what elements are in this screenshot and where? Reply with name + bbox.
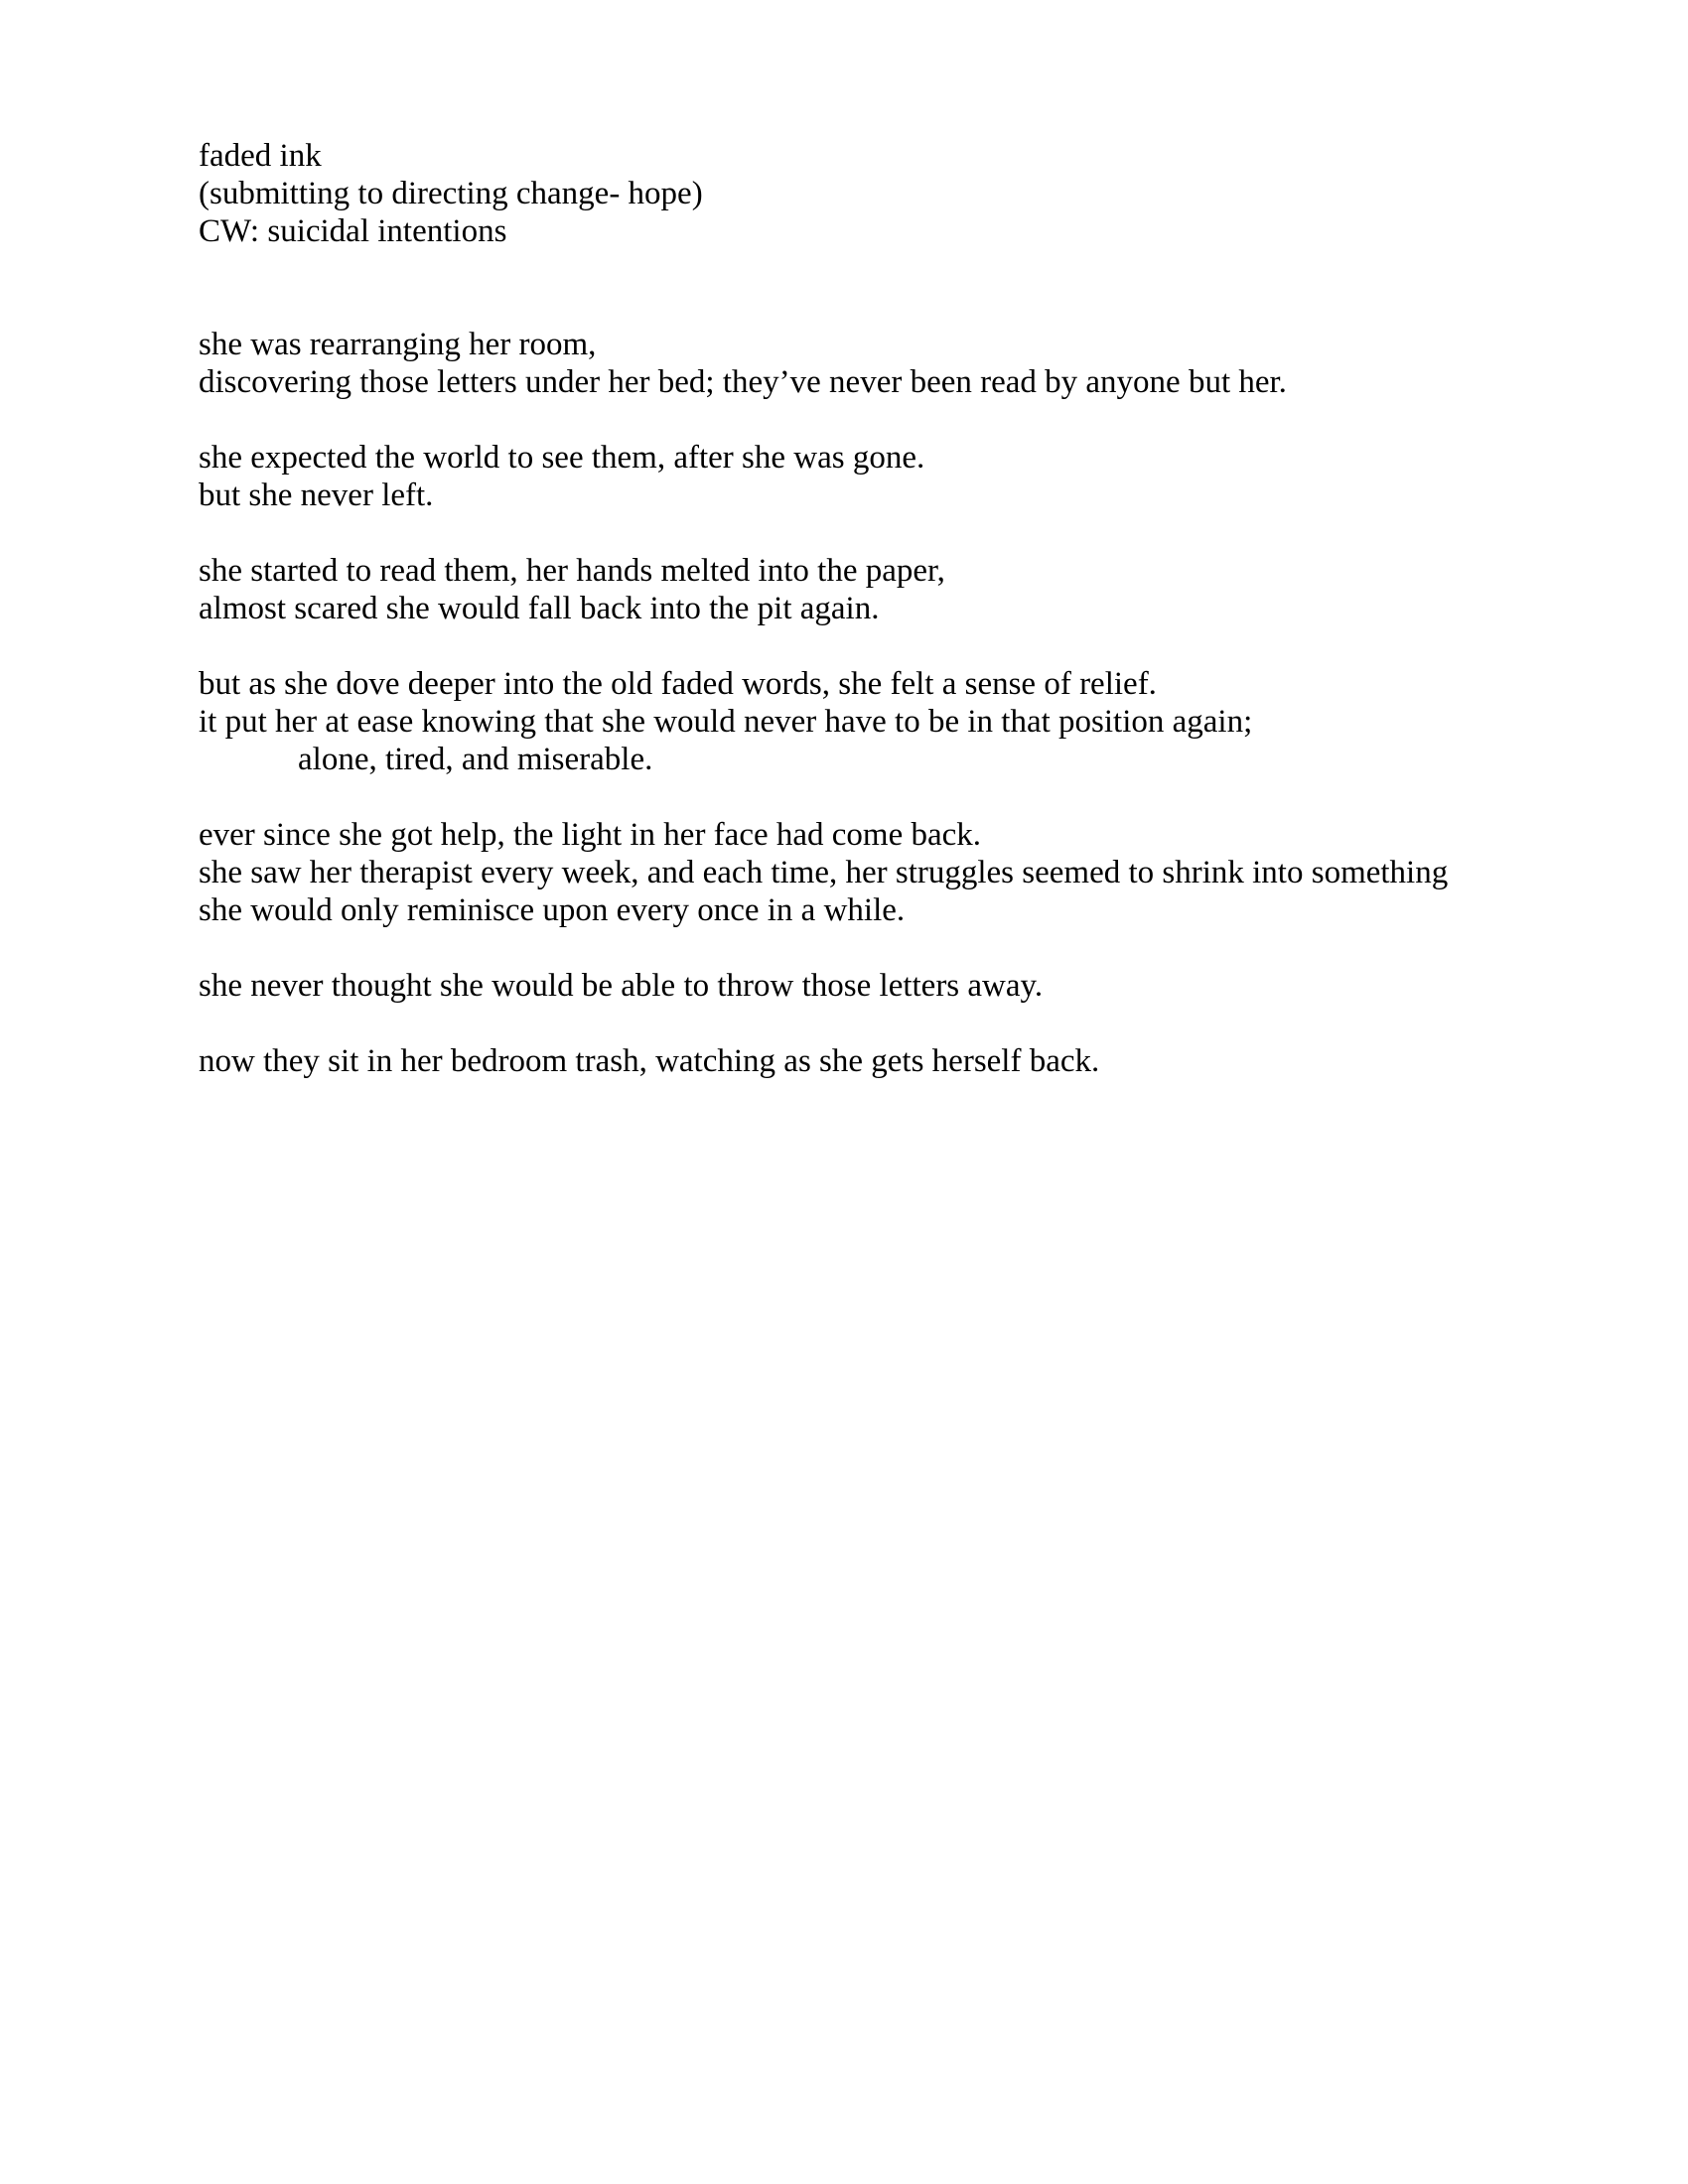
poem-line: almost scared she would fall back into the pit again. (199, 591, 880, 626)
poem-line: ever since she got help, the light in her face had come back. (199, 817, 982, 853)
poem-line: she was rearranging her room, (199, 327, 597, 362)
poem-header (199, 137, 1529, 250)
poem-line: she would only reminisce upon every once in a while. (199, 892, 906, 928)
stanza-4 (199, 665, 1529, 778)
poem-line: it put her at ease knowing that she would never have to be in that position again; (199, 704, 1253, 740)
stanza-7 (199, 1042, 1529, 1080)
poem-title: faded ink (199, 138, 322, 174)
poem-line: but she never left. (199, 478, 434, 513)
poem-line: she never thought she would be able to throw those letters away. (199, 968, 1044, 1004)
poem-line: now they sit in her bedroom trash, watching as she gets herself back. (199, 1043, 1100, 1079)
stanza-3 (199, 552, 1529, 627)
poem-line-indented: alone, tired, and miserable. (298, 742, 653, 777)
poem-content (199, 137, 1529, 1118)
poem-subtitle: (submitting to directing change- hope) (199, 176, 703, 211)
stanza-1 (199, 326, 1529, 401)
poem-line: she started to read them, her hands melted into the paper, (199, 553, 945, 589)
poem-line: but as she dove deeper into the old faded words, she felt a sense of relief. (199, 666, 1157, 702)
content-warning: CW: suicidal intentions (199, 213, 507, 249)
stanza-6 (199, 967, 1529, 1005)
stanza-5 (199, 816, 1529, 929)
poem-line: she saw her therapist every week, and each time, her struggles seemed to shrink into something (199, 855, 1449, 890)
stanza-2 (199, 439, 1529, 514)
poem-line: she expected the world to see them, after she was gone. (199, 440, 925, 476)
poem-line: discovering those letters under her bed; they’ve never been read by anyone but her. (199, 364, 1287, 400)
